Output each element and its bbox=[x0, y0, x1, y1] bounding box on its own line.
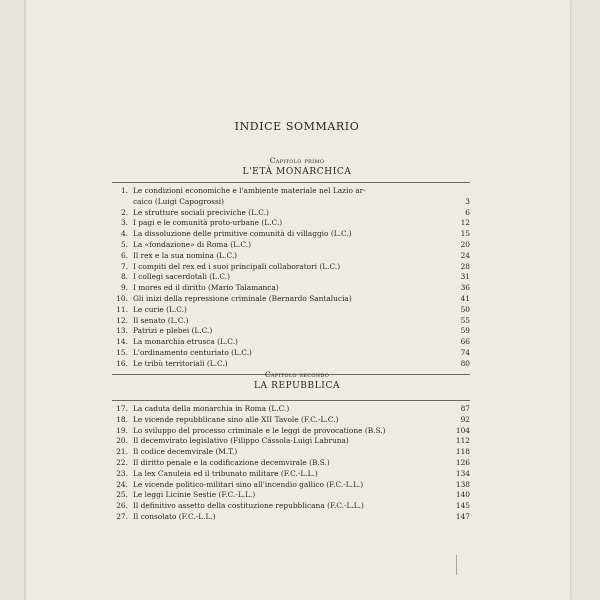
page-edge bbox=[24, 0, 26, 600]
toc-entry-title: Le curie (L.C.) bbox=[133, 304, 187, 314]
toc-entry-page: 36 bbox=[460, 283, 470, 293]
toc-entry-number: 12. bbox=[116, 315, 128, 325]
chapter1-toc bbox=[112, 182, 470, 378]
toc-entry-page: 92 bbox=[460, 414, 470, 424]
page-mark bbox=[456, 555, 457, 575]
chapter2-top-rule bbox=[112, 400, 470, 401]
toc-entry-title: Il diritto penale e la codificazione decemvirale (B.S.) bbox=[133, 457, 330, 467]
chapter1-title: L'ETÀ MONARCHICA bbox=[242, 167, 352, 177]
toc-entry bbox=[112, 305, 470, 316]
toc-entry-title: I pagi e le comunità proto-urbane (L.C.) bbox=[133, 218, 283, 228]
toc-entry-page: 138 bbox=[455, 479, 470, 489]
toc-entry-page: 20 bbox=[460, 239, 470, 249]
toc-entry-page: 59 bbox=[460, 326, 470, 336]
toc-entry-title: La caduta della monarchia in Roma (L.C.) bbox=[133, 404, 290, 413]
toc-entry-page: 3 bbox=[465, 196, 470, 206]
toc-entry-number: 7. bbox=[120, 261, 128, 271]
toc-entry bbox=[112, 359, 470, 370]
toc-entry bbox=[112, 404, 470, 415]
toc-entry-number: 25. bbox=[116, 490, 128, 500]
toc-entry-page: 12 bbox=[460, 218, 470, 228]
toc-entry-number: 15. bbox=[116, 347, 128, 357]
toc-entry-number: 17. bbox=[116, 404, 128, 413]
toc-entry-number: 3. bbox=[120, 218, 128, 228]
toc-entry-number: 1. bbox=[120, 186, 128, 195]
toc-entry-number: 8. bbox=[120, 272, 128, 282]
toc-entry-number: 22. bbox=[116, 457, 128, 467]
toc-entry-number: 11. bbox=[116, 304, 128, 314]
toc-entry bbox=[112, 426, 470, 437]
toc-entry-number: 24. bbox=[116, 479, 128, 489]
toc-entry-title: I mores ed il diritto (Mario Talamanca) bbox=[133, 283, 279, 293]
toc-entry-page: 28 bbox=[460, 261, 470, 271]
toc-entry bbox=[112, 469, 470, 480]
toc-entry bbox=[112, 447, 470, 458]
toc-entry-number: 9. bbox=[120, 283, 128, 293]
toc-entry bbox=[112, 272, 470, 283]
toc-entry-number: 18. bbox=[116, 414, 128, 424]
toc-entry bbox=[112, 480, 470, 491]
toc-entry bbox=[112, 490, 470, 501]
toc-entry-page: 87 bbox=[460, 404, 470, 413]
toc-entry bbox=[112, 197, 470, 208]
toc-entry bbox=[112, 186, 470, 197]
toc-entry-page: 50 bbox=[460, 304, 470, 314]
toc-entry-title: I compiti del rex ed i suoi principali collaboratori (L.C.) bbox=[133, 261, 341, 271]
toc-entry-title: L'ordinamento centuriato (L.C.) bbox=[133, 347, 252, 357]
toc-entry bbox=[112, 415, 470, 426]
toc-entry-title: Il rex e la sua nomina (L.C.) bbox=[133, 250, 238, 260]
toc-entry-title: La «fondazione» di Roma (L.C.) bbox=[133, 239, 251, 249]
toc-entry-title: Le strutture sociali preciviche (L.C.) bbox=[133, 207, 269, 217]
toc-entry-number: 2. bbox=[120, 207, 128, 217]
toc-entry-page: 55 bbox=[460, 315, 470, 325]
toc-entry-number: 26. bbox=[116, 501, 128, 511]
toc-entry-number: 20. bbox=[116, 436, 128, 446]
toc-entry-title: Gli inizi della repressione criminale (Bernardo Santalucia) bbox=[133, 293, 352, 303]
toc-entry-number: 4. bbox=[120, 229, 128, 239]
toc-entry-title: Il consolato (F.C.-L.L.) bbox=[133, 511, 216, 521]
toc-entry bbox=[112, 512, 470, 523]
book-page bbox=[24, 0, 570, 600]
chapter2-title: LA REPUBBLICA bbox=[253, 381, 341, 391]
toc-entry-title: Le vicende repubblicane sino alle XII Tavole (F.C.-L.C.) bbox=[133, 414, 339, 424]
toc-entry-page: 74 bbox=[460, 347, 470, 357]
toc-entry-title: La lex Canuleia ed il tribunato militare (F.C.-L.L.) bbox=[133, 468, 318, 478]
toc-entry-page: 41 bbox=[460, 293, 470, 303]
toc-entry-number: 19. bbox=[116, 425, 128, 435]
toc-entry-title: Patrizi e plebei (L.C.) bbox=[133, 326, 213, 336]
toc-entry-page: 140 bbox=[455, 490, 470, 500]
toc-entry-page: 145 bbox=[455, 501, 470, 511]
toc-entry bbox=[112, 436, 470, 447]
toc-entry-number: 10. bbox=[116, 293, 128, 303]
toc-entry-title: Il definitivo assetto della costituzione repubblicana (F.C.-L.L.) bbox=[133, 501, 364, 511]
toc-entry-page: 31 bbox=[460, 272, 470, 282]
toc-entry-title: I collegi sacerdotali (L.C.) bbox=[133, 272, 231, 282]
toc-entry-page: 66 bbox=[460, 337, 470, 347]
chapter1-top-rule bbox=[112, 182, 470, 183]
toc-entry-title: Le tribù territoriali (L.C.) bbox=[133, 358, 228, 368]
toc-entry bbox=[112, 283, 470, 294]
chapter2-toc bbox=[112, 400, 470, 523]
toc-entry-title: Il senato (L.C.) bbox=[133, 315, 189, 325]
toc-entry-page: 112 bbox=[455, 436, 470, 446]
toc-entry bbox=[112, 229, 470, 240]
toc-entry-title: Il decemvirato legislativo (Filippo Cássola-Luigi Labruna) bbox=[133, 436, 349, 446]
toc-entry bbox=[112, 218, 470, 229]
toc-entry-number: 14. bbox=[116, 337, 128, 347]
toc-entry bbox=[112, 337, 470, 348]
toc-entry-page: 134 bbox=[455, 468, 470, 478]
toc-entry-number: 13. bbox=[116, 326, 128, 336]
toc-entry-number: 21. bbox=[116, 447, 128, 457]
toc-entry-number: 6. bbox=[120, 250, 128, 260]
toc-entry-number: 27. bbox=[116, 511, 128, 521]
toc-entry-title: Il codice decemvirale (M.T.) bbox=[133, 447, 238, 457]
toc-entry bbox=[112, 240, 470, 251]
toc-entry-page: 24 bbox=[460, 250, 470, 260]
toc-entry bbox=[112, 501, 470, 512]
toc-entry-page: 118 bbox=[455, 447, 470, 457]
toc-entry-title: La monarchia etrusca (L.C.) bbox=[133, 337, 238, 347]
toc-entry bbox=[112, 348, 470, 359]
toc-entry bbox=[112, 208, 470, 219]
toc-entry-title: La dissoluzione delle primitive comunità di villaggio (L.C.) bbox=[133, 229, 352, 239]
toc-entry-number: 5. bbox=[120, 239, 128, 249]
toc-entry-page: 15 bbox=[460, 229, 470, 239]
toc-entry-page: 80 bbox=[460, 358, 470, 368]
toc-entry-title: Le condizioni economiche e l'ambiente materiale nel Lazio ar- bbox=[133, 186, 366, 195]
toc-entry-title: Le leggi Licinie Sestie (F.C.-L.L.) bbox=[133, 490, 256, 500]
toc-entry-page: 6 bbox=[465, 207, 470, 217]
chapter2-label: Capitolo secondo bbox=[264, 370, 330, 379]
index-title: INDICE SOMMARIO bbox=[234, 120, 360, 133]
toc-entry bbox=[112, 294, 470, 305]
toc-entry-title: caico (Luigi Capogrossi) bbox=[133, 196, 224, 206]
toc-entry bbox=[112, 326, 470, 337]
toc-entry-page: 147 bbox=[455, 511, 470, 521]
toc-entry-number: 23. bbox=[116, 468, 128, 478]
toc-entry-title: Le vicende politico-militari sino all'incendio gallico (F.C.-L.L.) bbox=[133, 479, 364, 489]
toc-entry bbox=[112, 262, 470, 273]
toc-entry bbox=[112, 251, 470, 262]
chapter1-label: Capitolo primo bbox=[269, 156, 325, 165]
toc-entry-page: 104 bbox=[455, 425, 470, 435]
toc-entry bbox=[112, 316, 470, 327]
toc-entry-number: 16. bbox=[116, 358, 128, 368]
toc-entry bbox=[112, 458, 470, 469]
toc-entry-page: 126 bbox=[455, 457, 470, 467]
toc-entry-title: Lo sviluppo del processo criminale e le leggi de provocatione (B.S.) bbox=[133, 425, 386, 435]
